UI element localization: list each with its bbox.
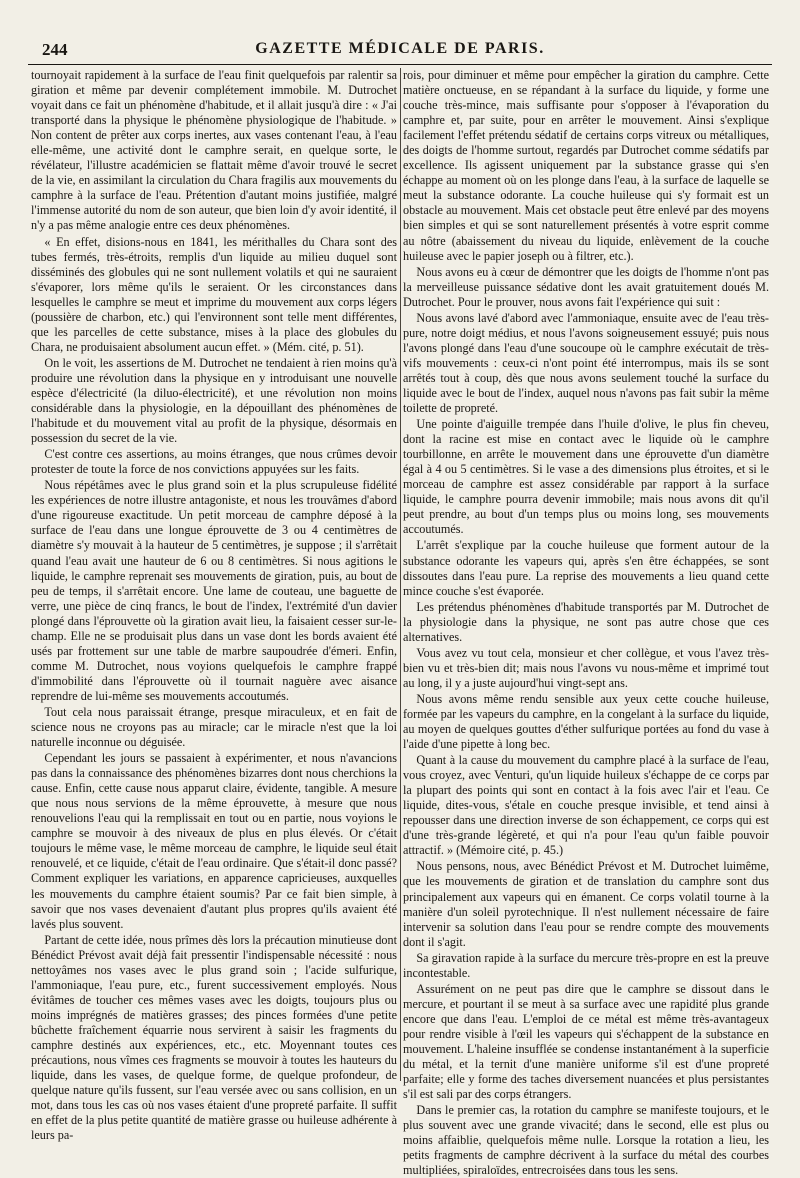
right-column: [403, 68, 769, 1178]
paragraph: Assurément on ne peut pas dire que le camphre se dissout dans le mercure, et pourtant il se meut à sa surface avec une rapidité plus grande encore que dans l'eau. L'emploi de ce métal est même très-avantageux pour rendre visible à l'œil les vapeurs qui s'échappent de la substance en mouvement. L'haleine insufflée se condense instantanément à la superficie du métal, et la ternit d'une manière uniforme s'il est d'une propreté parfaite; elle y forme des taches diversement nuancées et plus persistantes s'il est sali par des corps étrangers.: [403, 981, 769, 1102]
paragraph: rois, pour diminuer et même pour empêcher la giration du camphre. Cette matière onctueuse, en se répandant à la surface du liquide, y forme une couche très-mince, mais suffisante pour s'opposer à l'évaporation du camphre et, par suite, pour en arrêter le mouvement. Ainsi s'explique facilement l'effet prétendu sédatif de certains corps vitreux ou métalliques, des doigts de l'homme surtout, regardés par Dutrochet comme sédatifs par excellence. Ils agissent uniquement par la substance grasse qui s'en échappe au moment où on les plonge dans l'eau, à la surface de laquelle se meut la substance odorante. La couche huileuse qui s'y formait est un obstacle au mouvement. Mais cet obstacle peut être enlevé par des moyens bien simples et qui se sont naturellement présentés à votre esprit comme au nôtre (abaissement du niveau du liquide, enlèvement de la couche huileuse avec le papier joseph ou à filtrer, etc.).: [403, 68, 769, 263]
paragraph: « En effet, disions-nous en 1841, les mérithalles du Chara sont des tubes fermés, très-étroits, remplis d'un liquide au milieu duquel sont disséminés des globules qui ne sont nullement volatils et qui ne sauraient s'évaporer, lors même qu'ils le seraient. Or les circonstances dans lesquelles le camphre se meut et imprime du mouvement aux corps légers (poussière de charbon, etc.) qui l'environnent sont telle ment différentes, que les parcelles de cette substance, mises à la place des globules du Chara, ne produisaient absolument aucun effet. » (Mém. cité, p. 51).: [31, 234, 397, 354]
paragraph: Dans le premier cas, la rotation du camphre se manifeste toujours, et le plus souvent avec une grande vivacité; dans le second, elle est plus ou moins affaiblie, quelquefois même nulle. Lorsque la rotation a lieu, les petits fragments de camphre décrivent à la surface du métal des courbes multipliées, spiraloïdes, entrecroisées dans tous les sens.: [403, 1103, 769, 1178]
paragraph: Sa giravation rapide à la surface du mercure très-propre en est la preuve incontestable.: [403, 950, 769, 980]
header-rule: [28, 64, 772, 65]
paragraph: Quant à la cause du mouvement du camphre placé à la surface de l'eau, vous croyez, avec Venturi, qu'un liquide huileux s'échappe de ce corps par la plupart des points qui sont en contact à la fois avec l'air et l'eau. Ce liquide, dites-vous, s'étale en couche presque invisible, et tend ainsi à repousser dans une direction inverse de son échappement, ce corps qui est d'une très-grande légèreté, et qui n'a pour l'eau qu'un faible pouvoir attractif. » (Mémoire cité, p. 45.): [403, 753, 769, 858]
paragraph: Nous répétâmes avec le plus grand soin et la plus scrupuleuse fidélité les expériences de notre illustre antagoniste, et nous les trouvâmes d'abord d'une rigoureuse exactitude. Un petit morceau de camphre déposé à la surface de l'eau dans une longue éprouvette de 3 ou 4 centimètres de diamètre s'y mouvait à la hauteur de 5 centimètres, je suppose ; il s'arrêtait quand l'eau avait une hauteur de 6 ou 8 centimètres. Si nous agitions le liquide, le camphre reprenait ses mouvements de giration, puis, au bout de peu de temps, il s'arrêtait encore. Une lame de couteau, une baguette de verre, une pièce de cinq francs, le bout de l'index, l'extrémité d'un davier plongé dans l'éprouvette où la giration avait lieu, la faisaient cesser sur-le-champ. Elle ne se produisait plus dans un vase dont les bords avaient été usés par frottement sur une table de marbre saupoudrée d'émeri. Enfin, comme M. Dutrochet, nous voyions quelquefois le camphre frappé d'immobilité dans l'éprouvette où il tournait naguère avec aisance reprendre de lui-même ses mouvements accoutumés.: [31, 478, 397, 703]
paragraph: Tout cela nous paraissait étrange, presque miraculeux, et en fait de science nous ne croyons pas au miracle; car le miracle n'est que la loi naturelle inconnue ou déguisée.: [31, 704, 397, 750]
column-divider: [400, 68, 401, 1081]
paragraph: Nous avons même rendu sensible aux yeux cette couche huileuse, formée par les vapeurs du camphre, en la congelant à la surface du liquide, au moyen de quelques gouttes d'éther sulfurique portées au fond du vase à l'aide d'une pipette à long bec.: [403, 691, 769, 752]
paragraph: Les prétendus phénomènes d'habitude transportés par M. Dutrochet de la physiologie dans la physique, ne sont pas autre chose que ces alternatives.: [403, 599, 769, 644]
paragraph: On le voit, les assertions de M. Dutrochet ne tendaient à rien moins qu'à produire une révolution dans la physique en y introduisant une nouvelle espèce d'électricité (la diluo-électricité), et une révolution non moins considérable dans la physiologie, en la dépouillant des phénomènes de l'habitude et du mouvement vital au profit de la physique, désormais en possession du secret de la vie.: [31, 355, 397, 446]
paragraph: Nous avons eu à cœur de démontrer que les doigts de l'homme n'ont pas la merveilleuse puissance sédative dont les avait gratuitement doués M. Dutrochet. Pour le prouver, nous avons fait l'expérience qui suit :: [403, 264, 769, 309]
page-number: 244: [42, 40, 68, 59]
paragraph: Une pointe d'aiguille trempée dans l'huile d'olive, le plus fin cheveu, dont la racine est mise en contact avec le liquide où le camphre tourbillonne, en arrête le mouvement dans une éprouvette d'un diamètre égal à 4 ou 5 centimètres. Si le vase a des dimensions plus étroites, et si le morceau de camphre est assez considérable par rapport à la surface liquide, le camphre pourra devenir immobile; mais nous avons dit qu'il peut prendre, au bout d'un temps plus ou moins long, ses mouvements accoutumés.: [403, 417, 769, 537]
article-body: [28, 68, 772, 1178]
paragraph: Cependant les jours se passaient à expérimenter, et nous n'avancions pas dans la connaissance des phénomènes bizarres dont nous cherchions la cause. Enfin, cette cause nous apparut claire, évidente, tangible. A mesure que nous nous servions de la même éprouvette, à mesure que nous renouvelions l'eau qui la remplissait en tout ou en partie, nous voyions le camphre se mouvoir à des niveaux de plus en plus élevés. Or c'était toujours le même vase, le même morceau de camphre, le liquide seul était renouvelé, et ce liquide, c'était de l'eau ordinaire. Que s'était-il donc passé? Comment expliquer les variations, en apparence capricieuses, auxquelles les mouvements du camphre étaient soumis? Par ce fait bien simple, à savoir que nos vases devenaient d'autant plus propres qu'ils avaient été lavés plus souvent.: [31, 751, 397, 931]
page-header: [28, 40, 772, 64]
paragraph: Nous pensons, nous, avec Bénédict Prévost et M. Dutrochet luimême, que les mouvements de giration et de translation du camphre sont dus principalement aux vapeurs qui en émanent. Ce corps volatil tourne à la manière d'un soleil pyrotechnique. Il n'est nullement nécessaire de faire intervenir sa solution dans l'eau pour se rendre compte des mouvements dont il s'agit.: [403, 859, 769, 949]
running-title: GAZETTE MÉDICALE DE PARIS.: [255, 40, 545, 57]
paragraph: C'est contre ces assertions, au moins étranges, que nous crûmes devoir protester de toute la force de nos convictions appuyées sur les faits.: [31, 447, 397, 477]
paragraph: Vous avez vu tout cela, monsieur et cher collègue, et vous l'avez très-bien vu et très-bien dit; mais nous l'avons vu nous-même et imprimé tout au long, il y a juste aujourd'hui vingt-sept ans.: [403, 645, 769, 690]
paragraph: L'arrêt s'explique par la couche huileuse que forment autour de la substance odorante les vapeurs qui, après s'en être échappées, se sont dissoutes dans l'eau pure. La reprise des mouvements a lieu quand cette mince couche s'est évaporée.: [403, 538, 769, 598]
paragraph: Nous avons lavé d'abord avec l'ammoniaque, ensuite avec de l'eau très-pure, notre doigt médius, et nous l'avons soigneusement essuyé; puis nous l'avons plongé dans l'eau d'une soucoupe où le camphre exécutait de très-vifs mouvements : ceux-ci n'ont point été interrompus, mais ils se sont arrêtés tout à coup, dès que nous avons seulement touché la surface du liquide avec le bout de l'index, auquel nous n'avons pas fait subir la même toilette de propreté.: [403, 310, 769, 416]
left-column: [31, 68, 397, 1143]
paragraph: tournoyait rapidement à la surface de l'eau finit quelquefois par ralentir sa giration et même par devenir complétement immobile. M. Dutrochet voyait dans ce fait un phénomène d'habitude, et il allait jusqu'à dire : « J'ai transporté dans la physique le phénomène physiologique de l'habitude. » Non content de prêter aux corps inertes, aux vases contenant l'eau, à l'eau elle-même, une activité dont le camphre serait, en quelque sorte, le révélateur, l'illustre académicien se flattait même d'avoir trouvé le secret de la vie, en assimilant la circulation du Chara fragilis aux mouvements du camphre à la surface de l'eau. Prétention d'autant moins justifiée, malgré l'immense autorité du nom de son auteur, que bien loin d'y avoir identité, il n'y a pas même analogie entre ces deux phénomènes.: [31, 68, 397, 233]
paragraph: Partant de cette idée, nous prîmes dès lors la précaution minutieuse dont Bénédict Prévost avait déjà fait pressentir l'indispensable nécessité : nous nettoyâmes nos vases avec le plus grand soin ; l'acide sulfurique, l'ammoniaque, l'eau pure, etc., furent successivement employés. Nous évitâmes de toucher ces mêmes vases avec les doigts, toujours plus ou moins imprégnés de matières grasses; des pinces formées d'une petite bûchette fraîchement équarrie nous servirent à saisir les fragments du camphre destinés aux expériences, etc., etc. Moyennant toutes ces précautions, nous vîmes ces fragments se mouvoir à toutes les hauteurs du liquide, dans les vases, de quelque forme, de quelque profondeur, de quelque nature qu'ils fussent, sur l'eau versée avec ou sans collision, en un mot, dans tous les cas où nos vases étaient d'une propreté parfaite. Il suffit en effet de la plus petite quantité de matière grasse ou huileuse adhérente à leurs pa-: [31, 932, 397, 1143]
